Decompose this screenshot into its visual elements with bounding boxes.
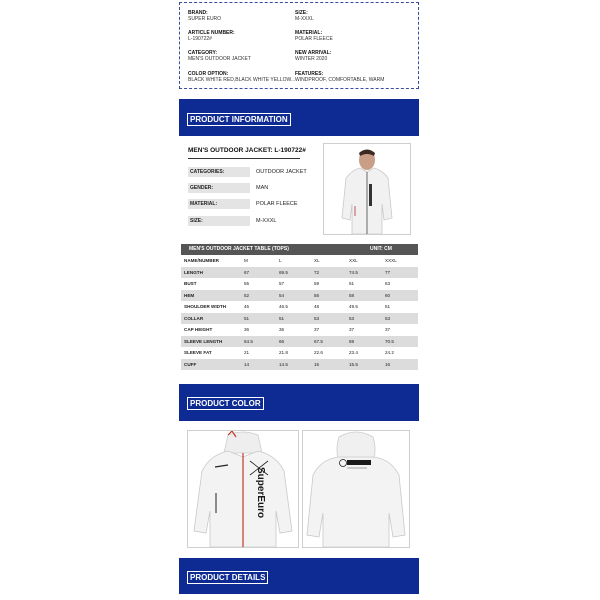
table-cell-m: 52 (244, 292, 250, 298)
table-cell-xxxl: 16 (385, 361, 391, 367)
table-cell-l: 46.5 (279, 304, 288, 309)
table-cell-xl: 22.6 (314, 350, 323, 355)
col-xl: XL (314, 258, 320, 263)
table-row (181, 278, 418, 290)
table-cell-name: LENGTH (184, 269, 203, 275)
table-cell-name: CUFF (184, 361, 197, 367)
table-cell-m: 55 (244, 281, 250, 286)
table-cell-name: CAP HEIGHT (184, 327, 213, 332)
table-cell-xxxl: 37 (385, 327, 391, 332)
spec-article-value: L-190722# (188, 36, 212, 42)
table-cell-name: BUST (184, 281, 197, 286)
jacket-photo-back (302, 430, 410, 548)
spec-color-label: COLOR OPTION: (188, 71, 229, 77)
spec-size-label: SIZE: (295, 10, 308, 16)
table-cell-xxxl: 70.5 (385, 338, 394, 344)
col-m: M (244, 258, 248, 263)
spec-brand (188, 10, 221, 22)
table-cell-name: SLEEVE FAT (184, 350, 212, 355)
table-cell-xxxl: 24.2 (385, 350, 394, 355)
info-key-material: MATERIAL: (188, 199, 250, 209)
table-row (181, 359, 418, 371)
table-cell-l: 66 (279, 338, 285, 344)
table-row (181, 313, 418, 325)
model-photo-front (323, 143, 411, 235)
table-cell-xxl: 49.5 (349, 304, 358, 309)
table-cell-xxxl: 63 (385, 281, 391, 286)
size-table (181, 244, 418, 370)
table-cell-m: 51 (244, 315, 250, 321)
table-row (181, 267, 418, 279)
spec-article (188, 30, 235, 42)
table-cell-m: 21 (244, 350, 250, 355)
table-row (181, 336, 418, 348)
product-color-banner (179, 384, 419, 421)
info-value-material: POLAR FLEECE (256, 201, 298, 207)
jacket-back-illustration (303, 431, 409, 547)
table-row (181, 324, 418, 336)
table-cell-name: SLEEVE LENGTH (184, 338, 223, 344)
size-table-header (181, 244, 418, 255)
product-details-banner (179, 558, 419, 594)
info-key-size: SIZE: (188, 216, 250, 226)
table-cell-xl: 48 (314, 304, 320, 309)
table-cell-xl: 72 (314, 269, 320, 275)
table-cell-m: 36 (244, 327, 250, 332)
table-cell-l: 21.8 (279, 350, 288, 355)
product-information-banner (179, 99, 419, 136)
spec-arrival-label: NEW ARRIVAL: (295, 50, 332, 56)
spec-box (179, 2, 419, 89)
spec-category-label: CATEGORY: (188, 50, 218, 56)
spec-features-label: FEATURES: (295, 71, 324, 77)
table-cell-xxl: 53 (349, 315, 355, 321)
table-cell-xxl: 69 (349, 338, 355, 344)
jacket-front-illustration (188, 431, 298, 547)
table-cell-l: 69.5 (279, 269, 288, 275)
table-cell-xl: 15 (314, 361, 320, 367)
jacket-photo-front (187, 430, 299, 548)
product-color-heading: PRODUCT COLOR (187, 397, 264, 410)
col-xxl: XXL (349, 258, 358, 263)
table-cell-name: HEM (184, 292, 195, 298)
size-table-unit: UNIT: CM (370, 246, 392, 252)
table-cell-xxl: 61 (349, 281, 355, 286)
spec-brand-label: BRAND: (188, 10, 208, 16)
spec-color-value: BLACK WHITE RED,BLACK WHITE YELLOW... (188, 77, 296, 83)
spec-brand-value: SUPER EURO (188, 16, 222, 22)
table-cell-l: 14.5 (279, 361, 288, 367)
table-cell-xxxl: 77 (385, 269, 391, 275)
spec-arrival-value: WINTER 2020 (295, 56, 328, 62)
col-name-number: NAME/NUMBER (184, 258, 219, 263)
size-table-body (181, 267, 418, 371)
table-cell-name: COLLAR (184, 315, 204, 321)
table-row (181, 290, 418, 302)
svg-text:SuperEuro: SuperEuro (255, 467, 266, 519)
info-value-categories: OUTDOOR JACKET (256, 169, 307, 175)
table-row (181, 301, 418, 313)
spec-size-value: M-XXXL (295, 16, 314, 22)
table-cell-l: 51 (279, 315, 285, 321)
spec-color (188, 71, 295, 83)
table-cell-xxxl: 53 (385, 315, 391, 321)
spec-article-label: ARTICLE NUMBER: (188, 30, 235, 36)
product-information-heading: PRODUCT INFORMATION (187, 113, 291, 126)
table-cell-m: 14 (244, 361, 250, 367)
table-cell-l: 36 (279, 327, 285, 332)
product-details-heading: PRODUCT DETAILS (187, 571, 268, 584)
spec-material (295, 30, 333, 42)
spec-material-label: MATERIAL: (295, 30, 323, 36)
col-xxxl: XXXL (385, 258, 397, 263)
info-value-gender: MAN (256, 185, 269, 191)
jacket-model-illustration (324, 144, 410, 234)
table-cell-l: 57 (279, 281, 285, 286)
size-table-column-header (181, 255, 418, 267)
info-divider (188, 158, 300, 159)
spec-material-value: POLAR FLEECE (295, 36, 333, 42)
size-table-title: MEN'S OUTDOOR JACKET TABLE (TOPS) (189, 246, 289, 252)
table-cell-xl: 56 (314, 292, 320, 298)
info-title: MEN'S OUTDOOR JACKET: L-190722# (188, 147, 306, 154)
table-cell-xl: 53 (314, 315, 320, 321)
table-cell-m: 45 (244, 304, 250, 309)
table-cell-xl: 67.5 (314, 338, 323, 344)
spec-size (295, 10, 314, 22)
spec-arrival (295, 50, 331, 62)
table-cell-xxl: 58 (349, 292, 355, 298)
spec-category (188, 50, 251, 62)
table-cell-xxxl: 51 (385, 304, 391, 309)
col-l: L (279, 258, 282, 263)
table-cell-m: 64.5 (244, 338, 253, 344)
spec-features-value: WINDPROOF, COMFORTABLE, WARM (295, 77, 385, 83)
table-cell-xl: 37 (314, 327, 320, 332)
spec-features (295, 71, 384, 83)
info-key-gender: GENDER: (188, 183, 250, 193)
table-row (181, 347, 418, 359)
table-cell-m: 67 (244, 269, 250, 275)
table-cell-xxl: 23.4 (349, 350, 358, 355)
table-cell-xxl: 15.5 (349, 361, 358, 367)
spec-category-value: MEN'S OUTDOOR JACKET (188, 56, 251, 62)
info-value-size: M-XXXL (256, 218, 277, 224)
table-cell-name: SHOULDER WIDTH (184, 304, 227, 309)
table-cell-xxl: 74.5 (349, 269, 358, 275)
table-cell-xxl: 37 (349, 327, 355, 332)
table-cell-xxxl: 60 (385, 292, 391, 298)
table-cell-l: 54 (279, 292, 285, 298)
table-cell-xl: 59 (314, 281, 320, 286)
info-key-categories: CATEGORIES: (188, 167, 250, 177)
